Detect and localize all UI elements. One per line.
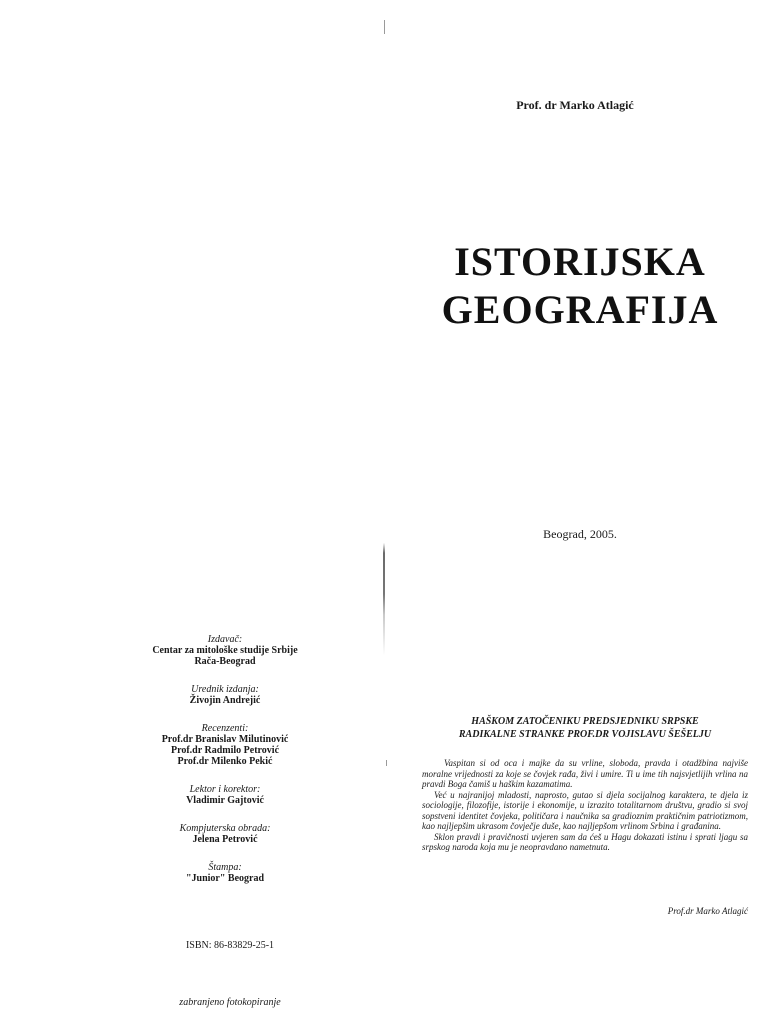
credit-printing [80, 862, 370, 884]
credit-name: Živojin Andrejić [189, 695, 261, 706]
title-line-1: ISTORIJSKA [454, 239, 706, 284]
scan-speck [386, 760, 387, 766]
dedication-heading-line: HAŠKOM ZATOČENIKU PREDSJEDNIKU SRPSKE [471, 716, 699, 727]
title-line-2: GEOGRAFIJA [441, 287, 719, 332]
dedication-paragraph: Već u najranijoj mladosti, naprosto, gutao si djela socijalnog karaktera, te djela iz sociologije, filozofije, istorije i ekonomije, u izrazito totalitarnom društvu, gradio si svoj sopstveni identitet čovjeka, političara i naučnika sa gradioznim praktičnim patriotizmom, kao najljepšim ukrasom čovječje duše, kao najljepšom vrlinom Srbina i građanina. [422, 789, 748, 831]
credit-reviewers [80, 723, 370, 767]
credit-role: Lektor i korektor: [189, 784, 261, 795]
credit-publisher [80, 634, 370, 667]
dedication-signature: Prof.dr Marko Atlagić [667, 906, 748, 916]
copy-notice: zabranjeno fotokopiranje [179, 997, 281, 1008]
dedication-heading [410, 715, 760, 741]
author-name: Prof. dr Marko Atlagić [516, 98, 634, 112]
credit-name: Vladimir Gajtović [186, 795, 264, 806]
book-title [420, 238, 740, 334]
credit-role: Kompjuterska obrada: [179, 823, 271, 834]
place-year: Beograd, 2005. [543, 527, 617, 541]
credit-role: Urednik izdanja: [191, 684, 259, 695]
dedication-paragraph: Vaspitan si od oca i majke da su vrline, sloboda, pravda i otadžbina najviše moralne vrijednosti za koje se čovjek rađa, živi i umire. Ti u ime tih najsvjetlijih vrlina na pravdi Boga čamiš u haškim kazamatima. [422, 758, 748, 789]
dedication-heading-line: RADIKALNE STRANKE PROF.DR VOJISLAVU ŠEŠELJU [458, 729, 712, 740]
credit-role: Izdavač: [207, 634, 243, 645]
isbn: ISBN: 86-83829-25-1 [185, 940, 275, 951]
credit-proofreader [80, 784, 370, 806]
credit-role: Štampa: [208, 862, 242, 873]
credit-name: Rača-Beograd [194, 656, 256, 667]
credit-name: Prof.dr Radmilo Petrović [170, 745, 280, 756]
dedication-body [422, 758, 748, 853]
credit-editor [80, 684, 370, 706]
credits-list [80, 634, 370, 901]
credit-name: Centar za mitološke studije Srbije [152, 645, 298, 656]
credit-name: Prof.dr Branislav Milutinović [161, 734, 289, 745]
credit-name: Prof.dr Milenko Pekić [177, 756, 273, 767]
credit-role: Recenzenti: [201, 723, 249, 734]
scan-speck [384, 20, 385, 34]
credit-name: "Junior" Beograd [185, 873, 265, 884]
credit-name: Jelena Petrović [192, 834, 258, 845]
dedication-paragraph: Sklon pravdi i pravičnosti uvjeren sam da ćeš u Hagu dokazati istinu i sprati ljagu sa srpskog naroda koja mu je neopravdano nametnuta. [422, 831, 748, 852]
credit-typesetting [80, 823, 370, 845]
book-spine [383, 0, 385, 1024]
